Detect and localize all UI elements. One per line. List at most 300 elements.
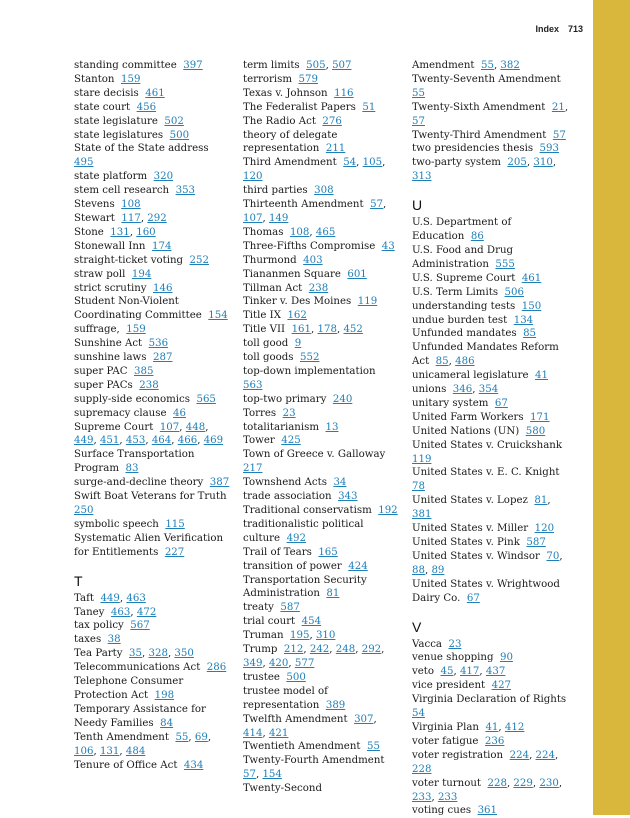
page-link[interactable]: 587 <box>526 537 546 548</box>
index-term: United States v. Wrightwood Dairy Co. <box>412 578 560 604</box>
page-link[interactable]: 286 <box>206 662 227 674</box>
index-entry <box>243 518 401 546</box>
index-term: venue shopping <box>412 652 494 664</box>
index-term: state legislatures <box>74 129 164 141</box>
index-entry <box>412 244 570 272</box>
page-link[interactable]: 38 <box>107 634 121 646</box>
page-link[interactable]: 381 <box>412 509 432 521</box>
index-entry <box>412 286 570 300</box>
page-link[interactable]: 217 <box>243 463 263 475</box>
page-link[interactable]: 507 <box>332 60 352 71</box>
page-link[interactable]: 105 <box>362 157 383 169</box>
index-entry: United States v. Lopez 81, 381 <box>412 495 551 521</box>
page-link[interactable]: 194 <box>131 268 152 280</box>
page-link[interactable]: 233 <box>412 791 432 803</box>
index-entry: Title VII 161, 178, 452 <box>243 324 363 336</box>
page-link[interactable]: 242 <box>309 644 330 656</box>
index-entry <box>243 546 401 560</box>
page-link[interactable]: 424 <box>348 560 368 572</box>
page-link[interactable]: 579 <box>298 73 318 85</box>
page-link[interactable]: 54 <box>412 708 425 720</box>
index-entry: Amendment 55, 382 <box>412 60 520 71</box>
index-term: Trail of Tears <box>243 546 312 558</box>
page-link[interactable]: 453 <box>125 435 146 447</box>
page-link[interactable]: 505 <box>306 60 326 71</box>
index-term: stem cell research <box>74 185 170 197</box>
page-link[interactable]: 45 <box>440 666 454 678</box>
page-link[interactable]: 308 <box>314 185 334 197</box>
index-entry <box>74 448 232 476</box>
index-column-2 <box>243 59 401 796</box>
index-term: Swift Boat Veterans for Truth <box>74 491 227 503</box>
page-link[interactable]: 51 <box>362 101 376 113</box>
index-term: United Farm Workers <box>412 411 524 423</box>
index-entry <box>412 327 570 341</box>
index-term: straight-ticket voting <box>74 254 184 266</box>
page-link[interactable]: 412 <box>504 721 525 733</box>
page-link[interactable]: 9 <box>294 338 302 350</box>
page-link[interactable]: 236 <box>484 735 505 747</box>
index-entry <box>243 574 401 602</box>
index-term: United States v. Miller <box>412 523 529 535</box>
page-link[interactable]: 192 <box>378 505 398 516</box>
page-link[interactable]: 495 <box>74 157 94 169</box>
index-entry <box>74 490 232 518</box>
index-term: Tinker v. Des Moines <box>243 296 352 308</box>
page-link[interactable]: 81 <box>326 588 340 600</box>
index-entry <box>412 578 570 606</box>
page-link[interactable]: 587 <box>280 602 300 614</box>
index-term: United States v. Lopez <box>412 495 528 507</box>
page-link[interactable]: 165 <box>318 546 338 558</box>
page-link[interactable]: 131 <box>110 226 130 238</box>
index-term: trustee model of representation <box>243 685 328 711</box>
page-link[interactable]: 353 <box>175 185 196 197</box>
index-entry: Taft 449, 463 <box>74 592 146 604</box>
index-term: Twenty-Fourth Amendment <box>243 755 385 767</box>
index-entry <box>74 268 232 282</box>
index-entry <box>243 309 401 323</box>
index-term: supremacy clause <box>74 407 167 419</box>
index-entry <box>243 601 401 615</box>
index-entry <box>243 685 401 713</box>
index-entry: term limits 505, 507 <box>243 60 352 71</box>
page-link[interactable]: 461 <box>521 272 542 284</box>
page-link[interactable]: 486 <box>455 356 475 368</box>
page-link[interactable]: 427 <box>491 680 512 692</box>
index-entry <box>243 295 401 309</box>
page-link[interactable]: 502 <box>164 115 184 127</box>
page-link[interactable]: 349 <box>243 657 263 669</box>
page-link[interactable]: 292 <box>361 644 382 656</box>
page-link[interactable]: 159 <box>120 73 141 85</box>
index-entry <box>74 476 232 490</box>
index-entry <box>412 693 570 721</box>
page-link[interactable]: 233 <box>437 791 458 803</box>
page-link[interactable]: 162 <box>287 310 307 322</box>
index-entry <box>243 282 401 296</box>
index-entry <box>412 73 570 101</box>
index-term: Twenty-Second <box>243 783 322 795</box>
index-term: Temporary Assistance for Needy Families <box>74 703 206 729</box>
index-entry: two-party system 205, 310, 313 <box>412 157 557 183</box>
index-entry <box>412 129 570 143</box>
page-link[interactable]: 417 <box>459 666 480 678</box>
index-entry <box>412 638 570 652</box>
index-letter-heading: T <box>74 572 83 589</box>
page-link[interactable]: 451 <box>99 435 120 447</box>
index-entry <box>243 434 401 448</box>
page-link[interactable]: 154 <box>262 769 282 781</box>
index-entry <box>74 337 232 351</box>
index-term: state legislature <box>74 115 158 127</box>
page-link[interactable]: 120 <box>243 171 263 183</box>
index-term: unions <box>412 384 447 396</box>
page-link[interactable]: 116 <box>334 87 354 99</box>
page-link[interactable]: 150 <box>521 300 542 312</box>
page-link[interactable]: 387 <box>209 477 230 489</box>
page-link[interactable]: 84 <box>160 717 174 729</box>
page-link[interactable]: 55 <box>412 87 425 99</box>
index-term: understanding tests <box>412 300 516 312</box>
page-link[interactable]: 146 <box>153 282 173 294</box>
index-term: toll good <box>243 338 289 350</box>
page-link[interactable]: 35 <box>129 648 142 660</box>
page-link[interactable]: 41 <box>485 721 499 733</box>
page-link[interactable]: 456 <box>136 101 157 113</box>
page-link[interactable]: 55 <box>366 741 380 753</box>
page-link[interactable]: 350 <box>174 648 194 660</box>
page-link[interactable]: 307 <box>354 713 374 725</box>
index-term: Taney <box>74 606 105 618</box>
index-term: straw poll <box>74 268 126 280</box>
page-link[interactable]: 228 <box>412 763 432 775</box>
index-term: Title VII <box>243 324 286 336</box>
page-link[interactable]: 119 <box>357 296 378 308</box>
index-term: United States v. Cruickshank <box>412 439 563 451</box>
page-link[interactable]: 500 <box>169 129 190 141</box>
index-entry <box>243 671 401 685</box>
index-entry: Tenth Amendment 55, 69, 106, 131, 484 <box>74 731 212 757</box>
index-term: Amendment <box>412 60 475 71</box>
page-link[interactable]: 252 <box>189 254 209 266</box>
page-link[interactable]: 389 <box>325 699 346 711</box>
page-link[interactable]: 89 <box>431 564 445 576</box>
index-term: voter registration <box>412 749 504 761</box>
index-entry <box>243 337 401 351</box>
page-link[interactable]: 106 <box>74 745 94 757</box>
index-term: top-down implementation <box>243 365 376 377</box>
page-link[interactable]: 23 <box>282 407 296 419</box>
index-entry <box>412 522 570 536</box>
page-link[interactable]: 88 <box>412 564 425 576</box>
page-link[interactable]: 69 <box>194 731 208 743</box>
index-entry: Stewart 117, 292 <box>74 212 167 224</box>
index-term: U.S. Department of Education <box>412 217 512 243</box>
index-entry <box>243 129 401 157</box>
page-link[interactable]: 13 <box>325 421 339 433</box>
page-link[interactable]: 577 <box>294 657 315 669</box>
index-entry <box>243 448 401 476</box>
index-term: Traditional conservatism <box>243 505 372 516</box>
page-link[interactable]: 41 <box>534 370 548 382</box>
index-term: symbolic speech <box>74 518 159 530</box>
page-link[interactable]: 484 <box>125 745 146 757</box>
index-entry: Thomas 108, 465 <box>243 226 336 238</box>
page-link[interactable]: 227 <box>164 546 185 558</box>
page-link[interactable]: 320 <box>153 171 174 183</box>
page-link[interactable]: 420 <box>268 657 289 669</box>
index-entry <box>412 272 570 286</box>
index-entry <box>243 476 401 490</box>
page-link[interactable]: 565 <box>196 393 216 405</box>
index-entry <box>74 633 232 647</box>
index-term: term limits <box>243 60 300 71</box>
page-link[interactable]: 567 <box>130 620 150 632</box>
page-link[interactable]: 134 <box>513 314 534 326</box>
page-link[interactable]: 238 <box>308 282 329 294</box>
index-term: top-two primary <box>243 393 327 405</box>
page-link[interactable]: 70 <box>546 550 560 562</box>
page-link[interactable]: 23 <box>448 638 462 650</box>
page-link[interactable]: 328 <box>148 648 168 660</box>
page-link[interactable]: 414 <box>243 727 263 739</box>
page-link[interactable]: 119 <box>412 453 432 465</box>
index-term: Stevens <box>74 199 115 211</box>
index-term: United States v. E. C. Knight <box>412 467 560 479</box>
index-term: Tenth Amendment <box>74 731 169 743</box>
page-link[interactable]: 90 <box>499 652 513 664</box>
page-number: 713 <box>567 24 583 34</box>
index-term: terrorism <box>243 73 293 85</box>
page-link[interactable]: 67 <box>466 592 480 604</box>
page-link[interactable]: 463 <box>110 606 131 618</box>
page-link[interactable]: 382 <box>500 60 520 71</box>
page-link[interactable]: 238 <box>139 379 159 391</box>
page-link[interactable]: 211 <box>325 143 346 155</box>
page-link[interactable]: 160 <box>136 226 156 238</box>
index-entry <box>243 351 401 365</box>
page-link[interactable]: 55 <box>480 60 494 71</box>
page-link[interactable]: 449 <box>100 592 120 604</box>
page-link[interactable]: 563 <box>243 379 263 391</box>
page-link[interactable]: 228 <box>487 777 507 789</box>
index-entry <box>243 421 401 435</box>
page-link[interactable]: 310 <box>315 630 336 642</box>
index-term: two-party system <box>412 157 501 169</box>
index-term: Town of Greece v. Galloway <box>243 449 386 461</box>
page-link[interactable]: 361 <box>477 805 498 817</box>
page-link[interactable]: 240 <box>332 393 353 405</box>
page-link[interactable]: 178 <box>317 324 337 336</box>
index-entry <box>412 397 570 411</box>
page-link[interactable]: 131 <box>99 745 120 757</box>
page-link[interactable]: 57 <box>370 199 384 211</box>
page-link[interactable]: 343 <box>338 491 358 503</box>
page-link[interactable]: 492 <box>286 532 307 544</box>
page-link[interactable]: 212 <box>283 644 304 656</box>
index-term: Twenty-Third Amendment <box>412 129 547 141</box>
page-link[interactable]: 536 <box>148 338 169 350</box>
page-link[interactable]: 78 <box>412 481 425 493</box>
page-link[interactable]: 250 <box>74 505 94 516</box>
index-entry <box>74 59 232 73</box>
page-link[interactable]: 55 <box>175 731 189 743</box>
page-link[interactable]: 463 <box>126 592 146 604</box>
page-link[interactable]: 500 <box>286 671 306 683</box>
index-term: trial court <box>243 616 296 628</box>
page-link[interactable]: 464 <box>151 435 172 447</box>
page-link[interactable]: 205 <box>507 157 527 169</box>
page-link[interactable]: 224 <box>509 749 530 761</box>
index-entry <box>74 115 232 129</box>
page-link[interactable]: 43 <box>381 240 395 252</box>
page-link[interactable]: 552 <box>300 352 320 364</box>
index-entry: Twelfth Amendment 307, 414, 421 <box>243 713 377 739</box>
page-link[interactable]: 120 <box>534 523 555 535</box>
index-term: toll goods <box>243 352 294 364</box>
page-link[interactable]: 593 <box>539 143 559 155</box>
index-entry <box>74 323 232 337</box>
running-header <box>535 24 583 34</box>
index-term: Supreme Court <box>74 421 154 433</box>
page-link[interactable]: 159 <box>126 324 146 336</box>
page-link[interactable]: 461 <box>145 87 165 99</box>
page-link[interactable]: 434 <box>183 759 204 771</box>
index-term: standing committee <box>74 60 177 71</box>
index-entry <box>74 675 232 703</box>
index-letter-heading: U <box>412 197 423 214</box>
page-link[interactable]: 171 <box>530 411 550 423</box>
page-link[interactable]: 154 <box>208 310 228 322</box>
page-link[interactable]: 469 <box>203 435 224 447</box>
index-term: Three-Fifths Compromise <box>243 240 376 252</box>
page-link[interactable]: 86 <box>470 231 484 243</box>
page-link[interactable]: 437 <box>485 666 506 678</box>
index-entry <box>243 87 401 101</box>
page-link[interactable]: 107 <box>243 212 263 224</box>
page-link[interactable]: 230 <box>539 777 559 789</box>
index-term: Twentieth Amendment <box>243 741 361 753</box>
page-link[interactable]: 601 <box>347 268 367 280</box>
index-term: Taft <box>74 592 94 604</box>
page-link[interactable]: 354 <box>478 384 499 396</box>
page-link[interactable]: 83 <box>125 463 139 475</box>
index-term: Torres <box>243 407 277 419</box>
index-entry <box>74 170 232 184</box>
page-link[interactable]: 385 <box>134 365 154 377</box>
page-link[interactable]: 229 <box>513 777 533 789</box>
page-link[interactable]: 54 <box>343 157 357 169</box>
page-link[interactable]: 108 <box>121 199 141 211</box>
page-link[interactable]: 580 <box>525 425 546 437</box>
page-link[interactable]: 555 <box>495 258 515 270</box>
page-link[interactable]: 115 <box>165 518 185 530</box>
page-link[interactable]: 448 <box>185 421 206 433</box>
index-term: Thomas <box>243 226 284 238</box>
page-link[interactable]: 472 <box>136 606 157 618</box>
page-link[interactable]: 276 <box>322 115 342 127</box>
page-link[interactable]: 81 <box>534 495 548 507</box>
page-link[interactable]: 452 <box>343 324 363 336</box>
index-term: theory of delegate representation <box>243 129 338 155</box>
index-term: Stanton <box>74 73 115 85</box>
page-link[interactable]: 313 <box>412 171 432 183</box>
index-term: Vacca <box>412 638 442 650</box>
page-link[interactable]: 21 <box>551 101 565 113</box>
page-link[interactable]: 310 <box>533 157 553 169</box>
page-link[interactable]: 107 <box>159 421 180 433</box>
index-entry: Third Amendment 54, 105, 120 <box>243 157 386 183</box>
page-link[interactable]: 149 <box>268 212 289 224</box>
index-term: United States v. Pink <box>412 537 520 548</box>
page-link[interactable]: 57 <box>412 115 425 127</box>
page-link[interactable]: 57 <box>243 769 256 781</box>
index-entry <box>74 407 232 421</box>
page-link[interactable]: 248 <box>335 644 356 656</box>
index-term: Tea Party <box>74 648 123 660</box>
page-link[interactable]: 46 <box>172 407 186 419</box>
page-link[interactable]: 292 <box>147 212 167 224</box>
index-entry <box>243 490 401 504</box>
page-link[interactable]: 449 <box>74 435 94 447</box>
index-entry: Truman 195, 310 <box>243 630 336 642</box>
page-link[interactable]: 287 <box>153 352 173 364</box>
page-link[interactable]: 466 <box>177 435 198 447</box>
page-link[interactable]: 454 <box>301 616 322 628</box>
index-term: transition of power <box>243 560 342 572</box>
page-link[interactable]: 224 <box>535 749 555 761</box>
page-link[interactable]: 195 <box>290 630 310 642</box>
index-entry <box>243 365 401 393</box>
page-link[interactable]: 421 <box>268 727 289 739</box>
page-link[interactable]: 85 <box>523 328 537 340</box>
index-entry <box>74 129 232 143</box>
index-term: Truman <box>243 630 284 642</box>
index-term: Tiananmen Square <box>243 268 341 280</box>
index-entry <box>243 184 401 198</box>
index-term: taxes <box>74 634 102 646</box>
page-link[interactable]: 34 <box>333 477 347 489</box>
page-link[interactable]: 465 <box>315 226 336 238</box>
page-link[interactable]: 346 <box>452 384 473 396</box>
page-link[interactable]: 85 <box>435 356 449 368</box>
index-entry <box>243 782 401 796</box>
page-link[interactable]: 506 <box>504 286 524 298</box>
index-entry <box>74 254 232 268</box>
section-title: Index <box>535 24 559 34</box>
index-term: Twenty-Seventh Amendment <box>412 73 561 85</box>
index-term: Townshend Acts <box>243 477 327 489</box>
page-link[interactable]: 403 <box>303 254 323 266</box>
page-link[interactable]: 198 <box>154 689 175 701</box>
page-link[interactable]: 425 <box>281 435 301 447</box>
page-link[interactable]: 174 <box>151 240 172 252</box>
index-entry: Supreme Court 107, 448, 449, 451, 453, 464, 466, 469 <box>74 421 224 447</box>
index-entry <box>74 295 232 323</box>
page-link[interactable]: 161 <box>291 324 312 336</box>
index-term: The Radio Act <box>243 115 316 127</box>
index-entry <box>412 804 570 818</box>
page-link[interactable]: 57 <box>552 129 566 141</box>
index-term: stare decisis <box>74 87 139 99</box>
page-link[interactable]: 397 <box>183 60 203 71</box>
index-entry <box>74 532 232 560</box>
page-link[interactable]: 67 <box>494 397 508 409</box>
page-link[interactable]: 108 <box>289 226 310 238</box>
page-link[interactable]: 117 <box>121 212 141 224</box>
index-entry <box>412 411 570 425</box>
